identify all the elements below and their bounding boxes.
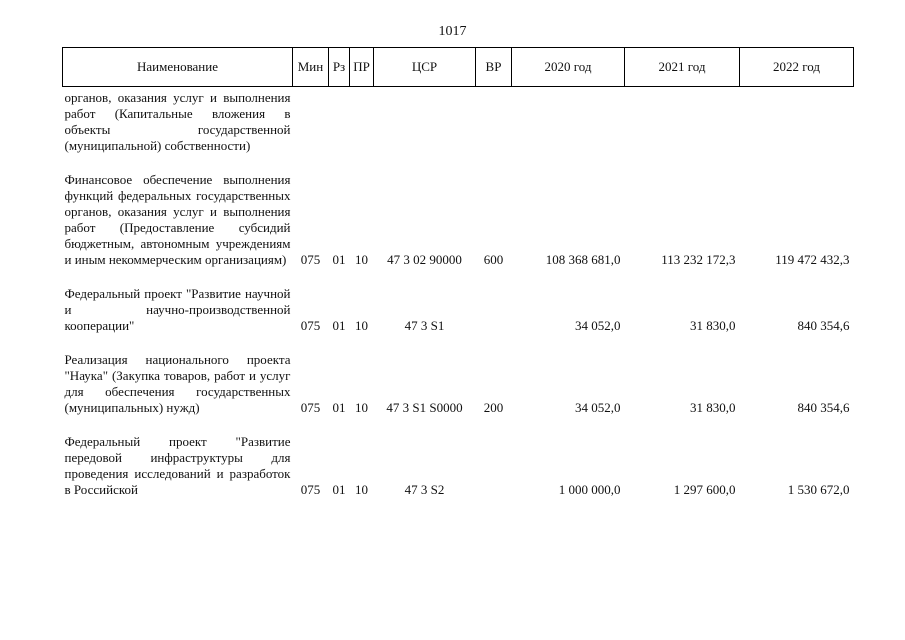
row-csr xyxy=(374,87,476,155)
row-name: Реализация национального проекта "Наука" (Закупка товаров, работ и услуг для обеспечения государственных (муниципальных) нужд) xyxy=(64,352,291,415)
row-2021: 1 297 600,0 xyxy=(673,482,736,497)
header-rz: Рз xyxy=(329,48,350,87)
row-pr: 10 xyxy=(355,252,368,267)
header-vr: ВР xyxy=(476,48,512,87)
table-row xyxy=(63,434,854,498)
row-2021: 113 232 172,3 xyxy=(661,252,736,267)
row-2020: 108 368 681,0 xyxy=(545,252,621,267)
header-2021: 2021 год xyxy=(625,48,740,87)
row-pr: 10 xyxy=(355,482,368,497)
row-rz: 01 xyxy=(332,482,346,497)
row-csr: 47 3 S2 xyxy=(404,482,445,497)
header-pr: ПР xyxy=(350,48,374,87)
row-min: 075 xyxy=(300,252,321,267)
row-csr: 47 3 S1 xyxy=(404,318,445,333)
row-2020: 34 052,0 xyxy=(575,400,621,415)
row-rz: 01 xyxy=(332,252,346,267)
row-name: органов, оказания услуг и выполнения работ (Капитальные вложения в объекты государственной (муниципальной) собственности) xyxy=(64,90,291,153)
row-2022: 1 530 672,0 xyxy=(787,482,850,497)
row-2020: 1 000 000,0 xyxy=(558,482,621,497)
row-2022: 840 354,6 xyxy=(797,400,850,415)
header-min: Мин xyxy=(293,48,329,87)
row-2022: 840 354,6 xyxy=(797,318,850,333)
page-number: 1017 xyxy=(438,24,467,39)
row-name: Федеральный проект "Развитие научной и научно-производственной кооперации" xyxy=(64,286,291,333)
row-spacer xyxy=(63,416,854,434)
row-vr xyxy=(476,286,512,334)
row-2022: 119 472 432,3 xyxy=(775,252,850,267)
row-rz: 01 xyxy=(332,318,346,333)
row-vr xyxy=(476,434,512,498)
row-spacer xyxy=(63,154,854,172)
row-csr: 47 3 02 90000 xyxy=(387,252,462,267)
header-csr: ЦСР xyxy=(374,48,476,87)
row-2022 xyxy=(740,87,854,155)
row-spacer xyxy=(63,334,854,352)
row-csr: 47 3 S1 S0000 xyxy=(386,400,463,415)
row-vr: 200 xyxy=(483,400,504,415)
header-row xyxy=(63,48,854,87)
row-rz xyxy=(329,87,350,155)
row-spacer xyxy=(63,268,854,286)
row-2021 xyxy=(625,87,740,155)
table-row xyxy=(63,172,854,268)
row-2021: 31 830,0 xyxy=(690,400,736,415)
row-pr: 10 xyxy=(355,400,368,415)
row-min: 075 xyxy=(300,318,321,333)
row-min: 075 xyxy=(300,482,321,497)
row-2020: 34 052,0 xyxy=(575,318,621,333)
header-2022: 2022 год xyxy=(740,48,854,87)
row-rz: 01 xyxy=(332,400,346,415)
row-2020 xyxy=(512,87,625,155)
header-2020: 2020 год xyxy=(512,48,625,87)
table-row xyxy=(63,286,854,334)
row-name: Финансовое обеспечение выполнения функций федеральных государственных органов, оказания услуг и выполнения работ (Предоставление субсидий бюджетным, автономным учреждениям и иным некоммерческим организациям) xyxy=(64,172,291,267)
row-min: 075 xyxy=(300,400,321,415)
table-row xyxy=(63,87,854,155)
row-vr: 600 xyxy=(483,252,504,267)
row-2021: 31 830,0 xyxy=(690,318,736,333)
row-pr xyxy=(350,87,374,155)
table-row xyxy=(63,352,854,416)
row-name: Федеральный проект "Развитие передовой инфраструктуры для проведения исследований и разработок в Российской xyxy=(64,434,291,497)
row-vr xyxy=(476,87,512,155)
row-pr: 10 xyxy=(355,318,368,333)
budget-table xyxy=(62,47,854,498)
header-name: Наименование xyxy=(63,48,293,87)
row-min xyxy=(293,87,329,155)
